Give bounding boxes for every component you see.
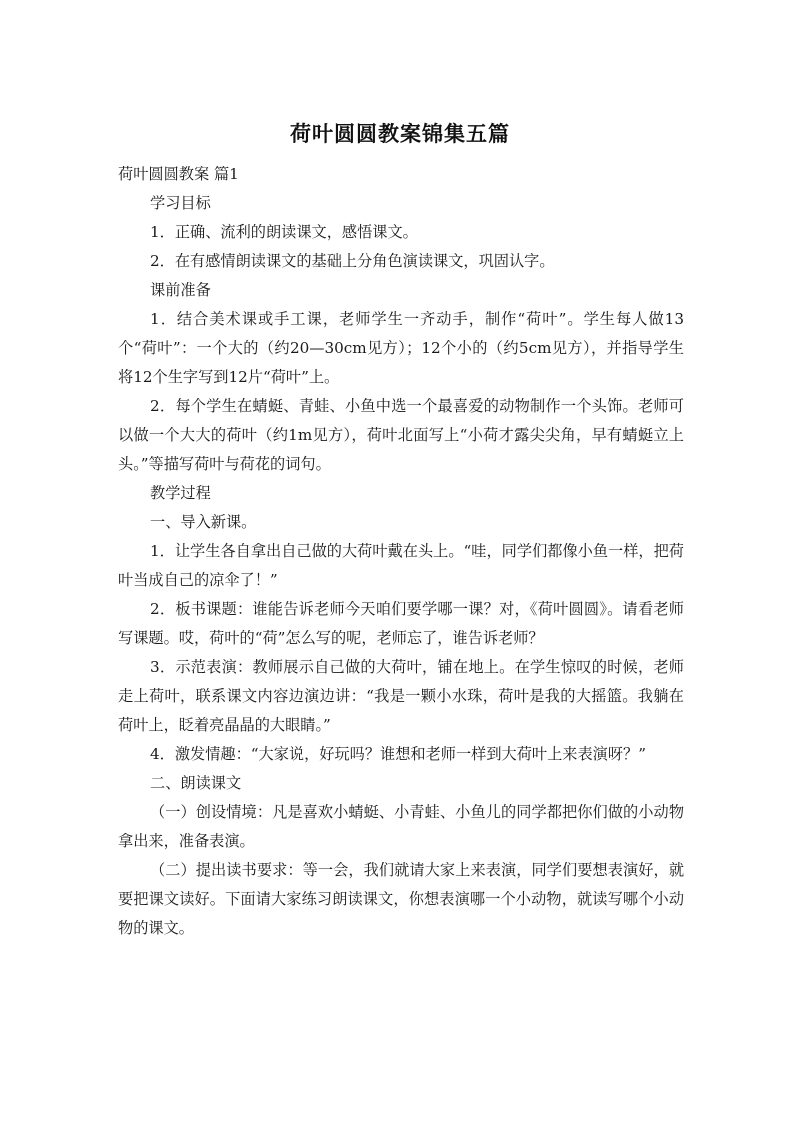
heading-learning-goals: 学习目标 xyxy=(150,194,211,212)
intro-item-2: 2．板书课题：谁能告诉老师今天咱们要学哪一课？对，《荷叶圆圆》。请看老师写课题。哎，荷叶的“荷”怎么写的呢，老师忘了，谁告诉老师？ xyxy=(118,600,684,647)
section-heading: 荷叶圆圆教案 篇1 xyxy=(118,165,239,183)
subheading-reading: 二、朗读课文 xyxy=(150,774,242,792)
document-body xyxy=(118,160,684,943)
reading-item-2: （二）提出读书要求：等一会，我们就请大家上来表演，同学们要想表演好，就要把课文读好。下面请大家练习朗读课文，你想表演哪一个小动物，就读写哪个小动物的课文。 xyxy=(118,861,684,937)
intro-item-1: 1．让学生各自拿出自己做的大荷叶戴在头上。“哇，同学们都像小鱼一样，把荷叶当成自己的凉伞了！” xyxy=(118,542,684,589)
goal-item-1: 1．正确、流利的朗读课文，感悟课文。 xyxy=(150,223,418,241)
subheading-intro: 一、导入新课。 xyxy=(150,513,257,531)
heading-preparation: 课前准备 xyxy=(150,281,211,299)
preparation-item-2: 2．每个学生在蜻蜓、青蛙、小鱼中选一个最喜爱的动物制作一个头饰。老师可以做一个大大的荷叶（约1m见方），荷叶北面写上“小荷才露尖尖角，早有蜻蜓立上头。”等描写荷叶与荷花的词句。 xyxy=(118,397,684,473)
intro-item-3: 3．示范表演：教师展示自己做的大荷叶，铺在地上。在学生惊叹的时候，老师走上荷叶，联系课文内容边演边讲：“我是一颗小水珠，荷叶是我的大摇篮。我躺在荷叶上，眨着亮晶晶的大眼睛。” xyxy=(118,658,684,734)
heading-teaching-process: 教学过程 xyxy=(150,484,211,502)
intro-item-4: 4．激发情趣：“大家说，好玩吗？谁想和老师一样到大荷叶上来表演呀？” xyxy=(150,745,647,763)
preparation-item-1: 1．结合美术课或手工课，老师学生一齐动手，制作“荷叶”。学生每人做13个“荷叶”：一个大的（约20—30cm见方）；12个小的（约5cm见方），并指导学生将12个生字写到12片“荷叶”上。 xyxy=(118,310,684,386)
reading-item-1: （一）创设情境：凡是喜欢小蜻蜓、小青蛙、小鱼儿的同学都把你们做的小动物拿出来，准备表演。 xyxy=(118,803,684,850)
goal-item-2: 2．在有感情朗读课文的基础上分角色演读课文，巩固认字。 xyxy=(150,252,555,270)
document-title: 荷叶圆圆教案锦集五篇 xyxy=(290,122,510,146)
